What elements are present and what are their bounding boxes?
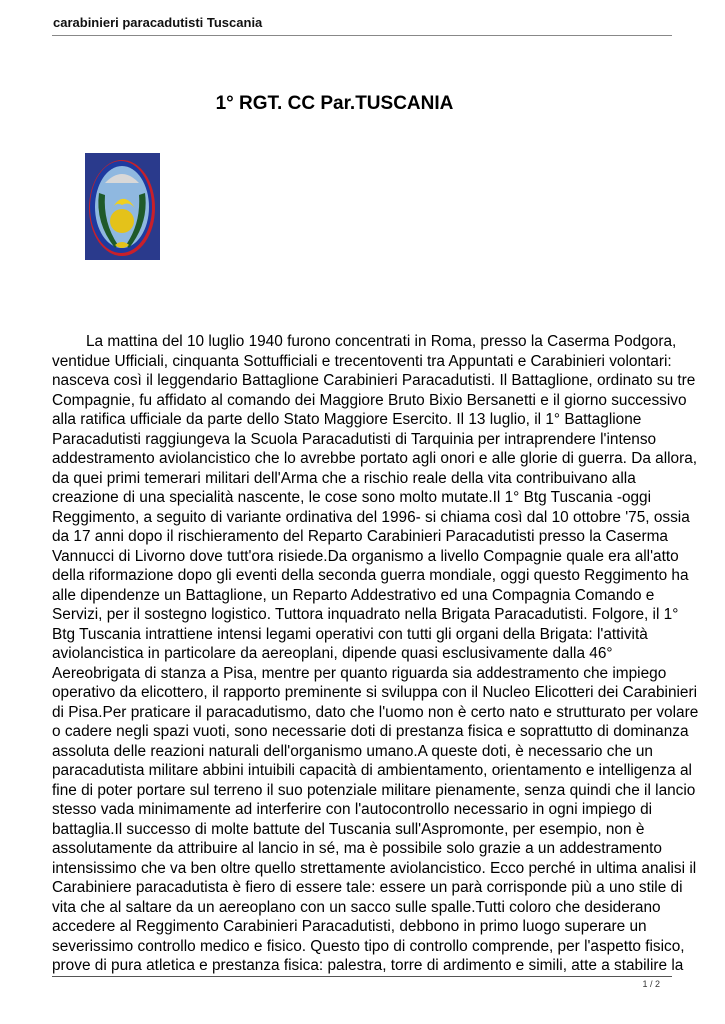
body-line: o cadere negli spazi vuoti, sono necessarie doti di prestanza fisica e soprattutto di dominanza bbox=[52, 723, 689, 740]
document-body bbox=[52, 332, 698, 976]
body-line: vita che al saltare da un aereoplano con un sacco sulle spalle.Tutti coloro che desiderano bbox=[52, 898, 661, 916]
body-line: Paracadutisti raggiungeva la Scuola Paracadutisti di Tarquinia per intraprendere l'intenso bbox=[52, 430, 657, 448]
body-line: Aereobrigata di stanza a Pisa, mentre per quanto riguarda sia addestramento che impiego bbox=[52, 664, 667, 682]
body-line: di Pisa.Per praticare il paracadutismo, dato che l'uomo non è certo nato e strutturato per volare bbox=[52, 703, 699, 721]
body-line: assoluta delle reazioni naturali dell'organismo umano.A queste doti, è necessario che un bbox=[52, 742, 653, 760]
body-line: ventidue Ufficiali, cinquanta Sottufficiali e trecentoventi tra Appuntati e Carabinieri volontari: bbox=[52, 352, 672, 370]
page-number: 1 / 2 bbox=[642, 979, 660, 989]
running-header: carabinieri paracadutisti Tuscania bbox=[53, 15, 263, 30]
body-line: assolutamente da attribuire al lancio in sé, ma è possibile solo grazie a un addestramento bbox=[52, 840, 662, 857]
body-line: intensissimo che va ben oltre quello strettamente aviolancistico. Ecco perché in ultima analisi il bbox=[52, 859, 697, 877]
body-line: fine di poter portare sul terreno il suo potenziale militare pienamente, senza quindi che il lancio bbox=[52, 781, 696, 799]
body-line: Reggimento, a seguito di variante ordinativa del 1996- si chiama così dal 10 ottobre '75, ossia bbox=[52, 508, 690, 526]
body-line: Compagnie, fu affidato al comando dei Maggiore Bruto Bixio Bersanetti e il giorno successivo bbox=[52, 391, 687, 409]
body-line: Servizi, per il sostegno logistico. Tuttora inquadrato nella Brigata Paracadutisti. Folgore, il 1° bbox=[52, 606, 679, 623]
header-divider bbox=[52, 35, 672, 36]
document-title: 1° RGT. CC Par.TUSCANIA bbox=[215, 93, 454, 114]
body-line: della riformazione dopo gli eventi della seconda guerra mondiale, oggi questo Reggimento ha bbox=[52, 567, 689, 584]
body-line: creazione di una specialità nascente, le cose sono molto mutate.Il 1° Btg Tuscania -oggi bbox=[52, 489, 652, 506]
body-line: prove di pura atletica e prestanza fisica: palestra, torre di ardimento e simili, atte a stabilire la bbox=[52, 957, 684, 974]
footer-divider bbox=[52, 976, 672, 977]
body-line: severissimo controllo medico e fisico. Questo tipo di controllo comprende, per l'aspetto fisico, bbox=[52, 937, 685, 955]
regiment-badge-image bbox=[85, 153, 160, 260]
body-line: da 17 anni dopo il rischieramento del Reparto Carabinieri Paracadutisti presso la Caserma bbox=[52, 528, 668, 545]
body-line: Btg Tuscania intrattiene intensi legami operativi con tutti gli organi della Brigata: l'attività bbox=[52, 625, 648, 643]
body-line: stesso vada minimamente ad interferire con l'autocontrollo necessario in ogni impiego di bbox=[52, 801, 653, 818]
body-line: addestramento aviolancistico che lo avrebbe portato agli onori e alle glorie di guerra. Da allora, bbox=[52, 450, 698, 467]
body-line: aviolancistica in particolare da aereoplani, dipende quasi esclusivamente dalla 46° bbox=[52, 645, 613, 662]
body-line: alle dipendenze un Battaglione, un Reparto Addestrativo ed una Compagnia Comando e bbox=[52, 586, 655, 604]
body-line: Vannucci di Livorno dove tutt'ora risiede.Da organismo a livello Compagnie quale era all'atto bbox=[52, 547, 679, 565]
body-line: accedere al Reggimento Carabinieri Paracadutisti, debbono in primo luogo superare un bbox=[52, 918, 647, 935]
body-line: La mattina del 10 luglio 1940 furono concentrati in Roma, presso la Caserma Podgora, bbox=[86, 333, 677, 350]
body-line: da quei primi temerari militari dell'Arma che a rischio reale della vita contribuivano alla bbox=[52, 469, 636, 487]
body-line: battaglia.Il successo di molte battute del Tuscania sull'Aspromonte, per esempio, non è bbox=[52, 820, 645, 838]
body-line: alla ratifica ufficiale da parte dello Stato Maggiore Esercito. Il 13 luglio, il 1° Battaglione bbox=[52, 411, 642, 428]
body-line: Carabiniere paracadutista è fiero di essere tale: essere un parà corrisponde più a uno stile di bbox=[52, 879, 683, 896]
body-line: nasceva così il leggendario Battaglione Carabinieri Paracadutisti. Il Battaglione, ordinato su tre bbox=[52, 372, 696, 389]
body-line: paracadutista militare abbini intuibili capacità di ambientamento, orientamento e intelligenza al bbox=[52, 762, 692, 779]
body-line: operativo da elicottero, il rapporto preminente si sviluppa con il Nucleo Elicotteri dei Carabinieri bbox=[52, 684, 698, 701]
